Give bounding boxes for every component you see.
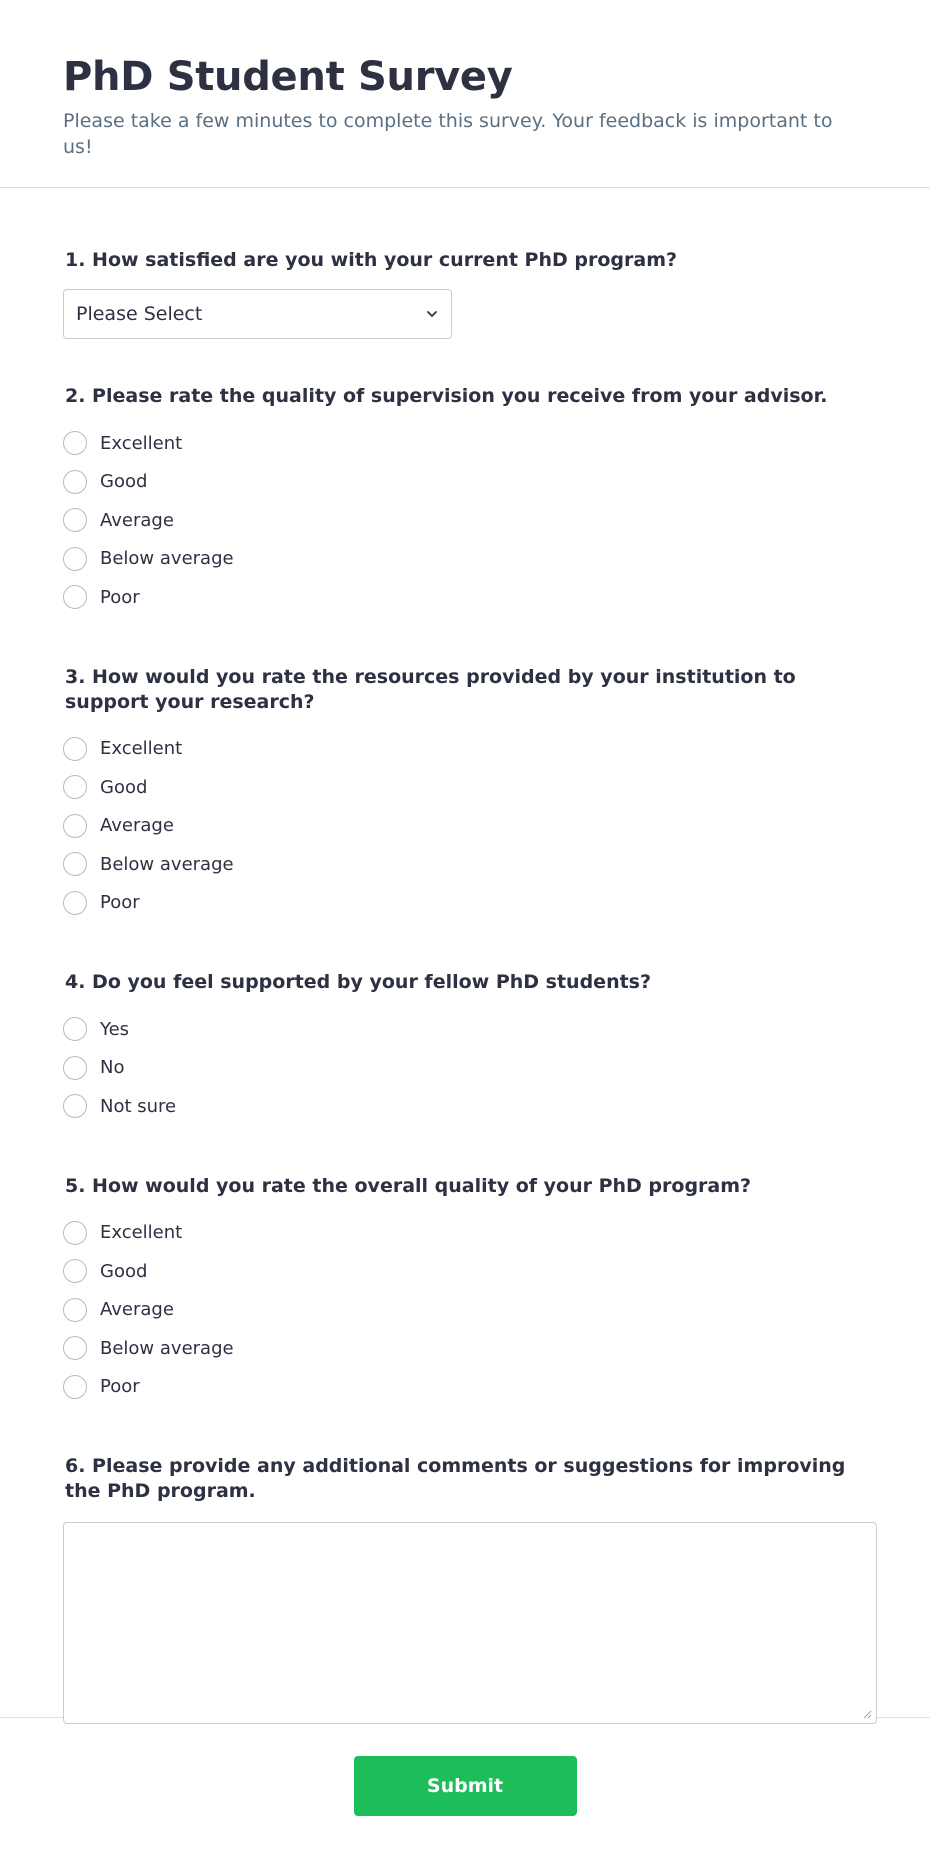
- radio-option[interactable]: [63, 1252, 867, 1291]
- radio-option[interactable]: [63, 1214, 867, 1253]
- chevron-down-icon: [425, 307, 439, 321]
- radio-button[interactable]: [63, 508, 87, 532]
- radio-option[interactable]: [63, 463, 867, 502]
- resize-handle-icon[interactable]: [862, 1709, 872, 1719]
- option-label: Average: [100, 1299, 174, 1321]
- question-4: [0, 970, 930, 1126]
- radio-button[interactable]: [63, 1375, 87, 1399]
- radio-option[interactable]: [63, 884, 867, 923]
- radio-button[interactable]: [63, 470, 87, 494]
- option-label: Below average: [100, 1337, 234, 1359]
- radio-group: [65, 730, 867, 923]
- option-label: Excellent: [100, 738, 183, 760]
- question-label: 6. Please provide any additional comments or suggestions for improving the PhD program.: [65, 1455, 846, 1502]
- satisfaction-select[interactable]: [63, 289, 452, 339]
- option-label: Not sure: [100, 1095, 177, 1117]
- question-2: [0, 384, 930, 617]
- comments-textarea[interactable]: [63, 1522, 877, 1724]
- radio-button[interactable]: [63, 891, 87, 915]
- radio-option[interactable]: [63, 540, 867, 579]
- option-label: Below average: [100, 548, 234, 570]
- question-label: 1. How satisfied are you with your current PhD program?: [65, 249, 678, 271]
- option-label: Good: [100, 471, 148, 493]
- option-label: Excellent: [100, 432, 183, 454]
- radio-option[interactable]: [63, 424, 867, 463]
- radio-button[interactable]: [63, 1336, 87, 1360]
- radio-button[interactable]: [63, 775, 87, 799]
- radio-option[interactable]: [63, 1087, 867, 1126]
- radio-button[interactable]: [63, 585, 87, 609]
- option-label: Poor: [100, 586, 140, 608]
- question-6: [0, 1454, 930, 1724]
- radio-button[interactable]: [63, 1094, 87, 1118]
- radio-option[interactable]: [63, 501, 867, 540]
- option-label: Below average: [100, 853, 234, 875]
- form-footer: [0, 1718, 930, 1864]
- option-label: No: [100, 1057, 125, 1079]
- radio-option[interactable]: [63, 768, 867, 807]
- radio-group: [65, 1214, 867, 1407]
- page-subtitle: Please take a few minutes to complete this survey. Your feedback is important to us!: [63, 110, 833, 158]
- question-label: 5. How would you rate the overall quality of your PhD program?: [65, 1174, 752, 1197]
- question-3: [0, 665, 930, 923]
- radio-option[interactable]: [63, 1368, 867, 1407]
- radio-option[interactable]: [63, 730, 867, 769]
- radio-button[interactable]: [63, 1017, 87, 1041]
- radio-button[interactable]: [63, 1298, 87, 1322]
- radio-button[interactable]: [63, 1259, 87, 1283]
- option-label: Poor: [100, 1376, 140, 1398]
- radio-button[interactable]: [63, 431, 87, 455]
- option-label: Yes: [100, 1018, 130, 1040]
- option-label: Average: [100, 509, 174, 531]
- radio-option[interactable]: [63, 845, 867, 884]
- radio-option[interactable]: [63, 1010, 867, 1049]
- radio-option[interactable]: [63, 1049, 867, 1088]
- question-1: [0, 248, 930, 339]
- question-label: 4. Do you feel supported by your fellow PhD students?: [65, 971, 652, 993]
- select-value: Please Select: [76, 303, 203, 325]
- question-label: 3. How would you rate the resources provided by your institution to support your research?: [65, 665, 796, 713]
- option-label: Average: [100, 815, 174, 837]
- radio-option[interactable]: [63, 1329, 867, 1368]
- radio-option[interactable]: [63, 578, 867, 617]
- radio-button[interactable]: [63, 737, 87, 761]
- submit-button[interactable]: Submit: [354, 1756, 577, 1816]
- option-label: Good: [100, 776, 148, 798]
- option-label: Good: [100, 1260, 148, 1282]
- radio-option[interactable]: [63, 1291, 867, 1330]
- question-label: 2. Please rate the quality of supervision you receive from your advisor.: [65, 385, 828, 407]
- radio-button[interactable]: [63, 1056, 87, 1080]
- question-5: [0, 1174, 930, 1407]
- page-title: PhD Student Survey: [63, 54, 513, 100]
- radio-button[interactable]: [63, 852, 87, 876]
- radio-group: [65, 424, 867, 617]
- option-label: Poor: [100, 892, 140, 914]
- radio-button[interactable]: [63, 547, 87, 571]
- radio-option[interactable]: [63, 807, 867, 846]
- survey-form: [0, 188, 930, 1718]
- survey-header: [0, 0, 930, 188]
- radio-button[interactable]: [63, 814, 87, 838]
- radio-group: [65, 1010, 867, 1126]
- option-label: Excellent: [100, 1222, 183, 1244]
- radio-button[interactable]: [63, 1221, 87, 1245]
